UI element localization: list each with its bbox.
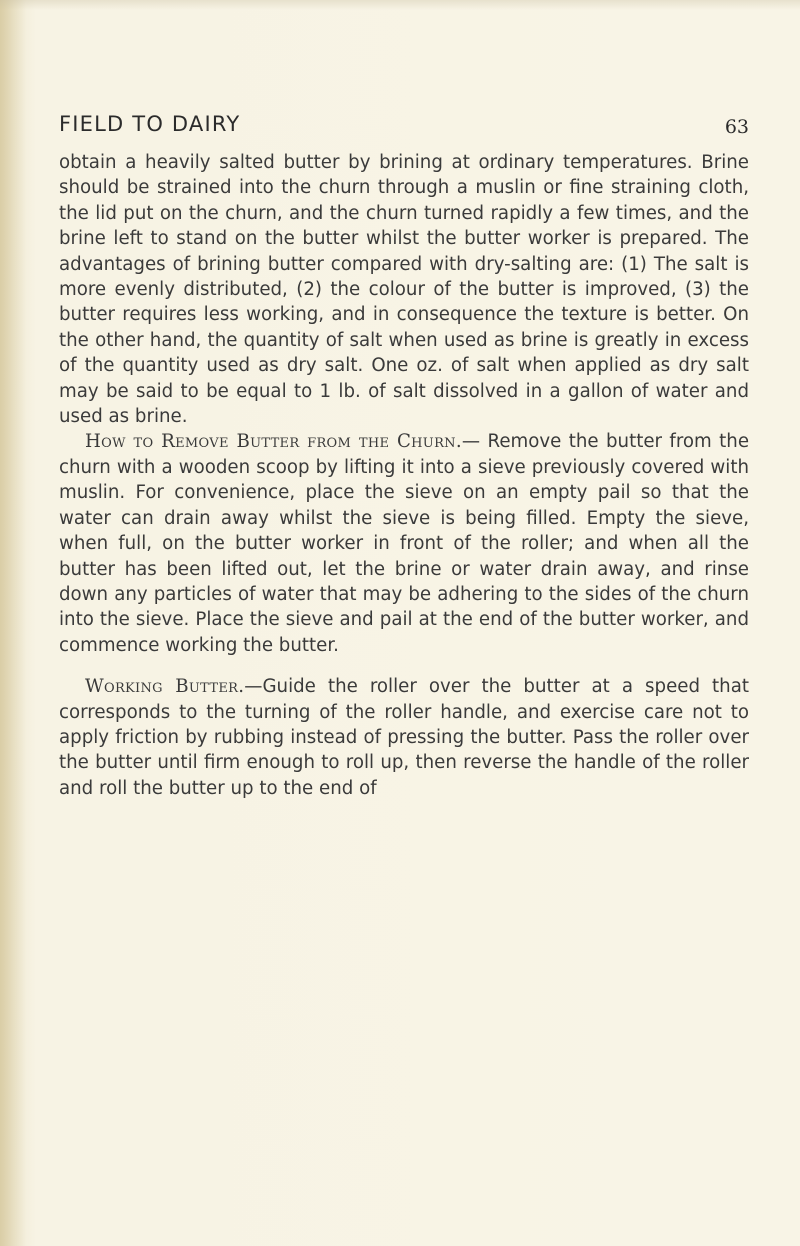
paragraph-text: obtain a heavily salted butter by brining at ordinary temperatures. Brine should be strained into the churn through a muslin or fine straining cloth, the lid put on the churn, and the churn turned rapidly a few times, and the brine left to stand on the butter whilst the butter worker is prepared. The advantages of brining butter compared with dry-salting are: (1) The salt is more evenly distributed, (2) the colour of the butter is improved, (3) the butter requires less working, and in consequence the texture is better. On the other hand, the quantity of salt when used as brine is greatly in excess of the quantity used as dry salt. One oz. of salt when applied as dry salt may be said to be equal to 1 lb. of salt dissolved in a gallon of water and used as brine. bbox=[59, 152, 749, 428]
section-heading: How to Remove Butter from the Churn. bbox=[85, 431, 462, 453]
spine-shadow bbox=[0, 0, 26, 1246]
running-head bbox=[59, 112, 749, 148]
running-title: FIELD TO DAIRY bbox=[59, 112, 241, 136]
paragraph-brining bbox=[59, 150, 749, 429]
paragraph-working-butter bbox=[59, 674, 749, 801]
page-number: 63 bbox=[724, 116, 749, 138]
paragraph-remove-butter bbox=[59, 429, 749, 658]
page-top-edge bbox=[0, 0, 800, 10]
paragraph-text: — Remove the butter from the churn with a wooden scoop by lifting it into a sieve previously covered with muslin. For convenience, place the sieve on an empty pail so that the water can drain away whilst the sieve is being filled. Empty the sieve, when full, on the butter worker in front of the roller; and when all the butter has been lifted out, let the brine or water drain away, and rinse down any particles of water that may be adhering to the sides of the churn into the sieve. Place the sieve and pail at the end of the butter worker, and commence working the butter. bbox=[59, 431, 750, 656]
body-text bbox=[59, 150, 749, 801]
paragraph-text: —Guide the roller over the butter at a speed that corresponds to the turning of the roller handle, and exercise care not to apply friction by rubbing instead of pressing the butter. Pass the roller over the butter until firm enough to roll up, then reverse the handle of the roller and roll the butter up to the end of bbox=[59, 676, 749, 799]
section-heading: Working Butter. bbox=[85, 676, 245, 698]
